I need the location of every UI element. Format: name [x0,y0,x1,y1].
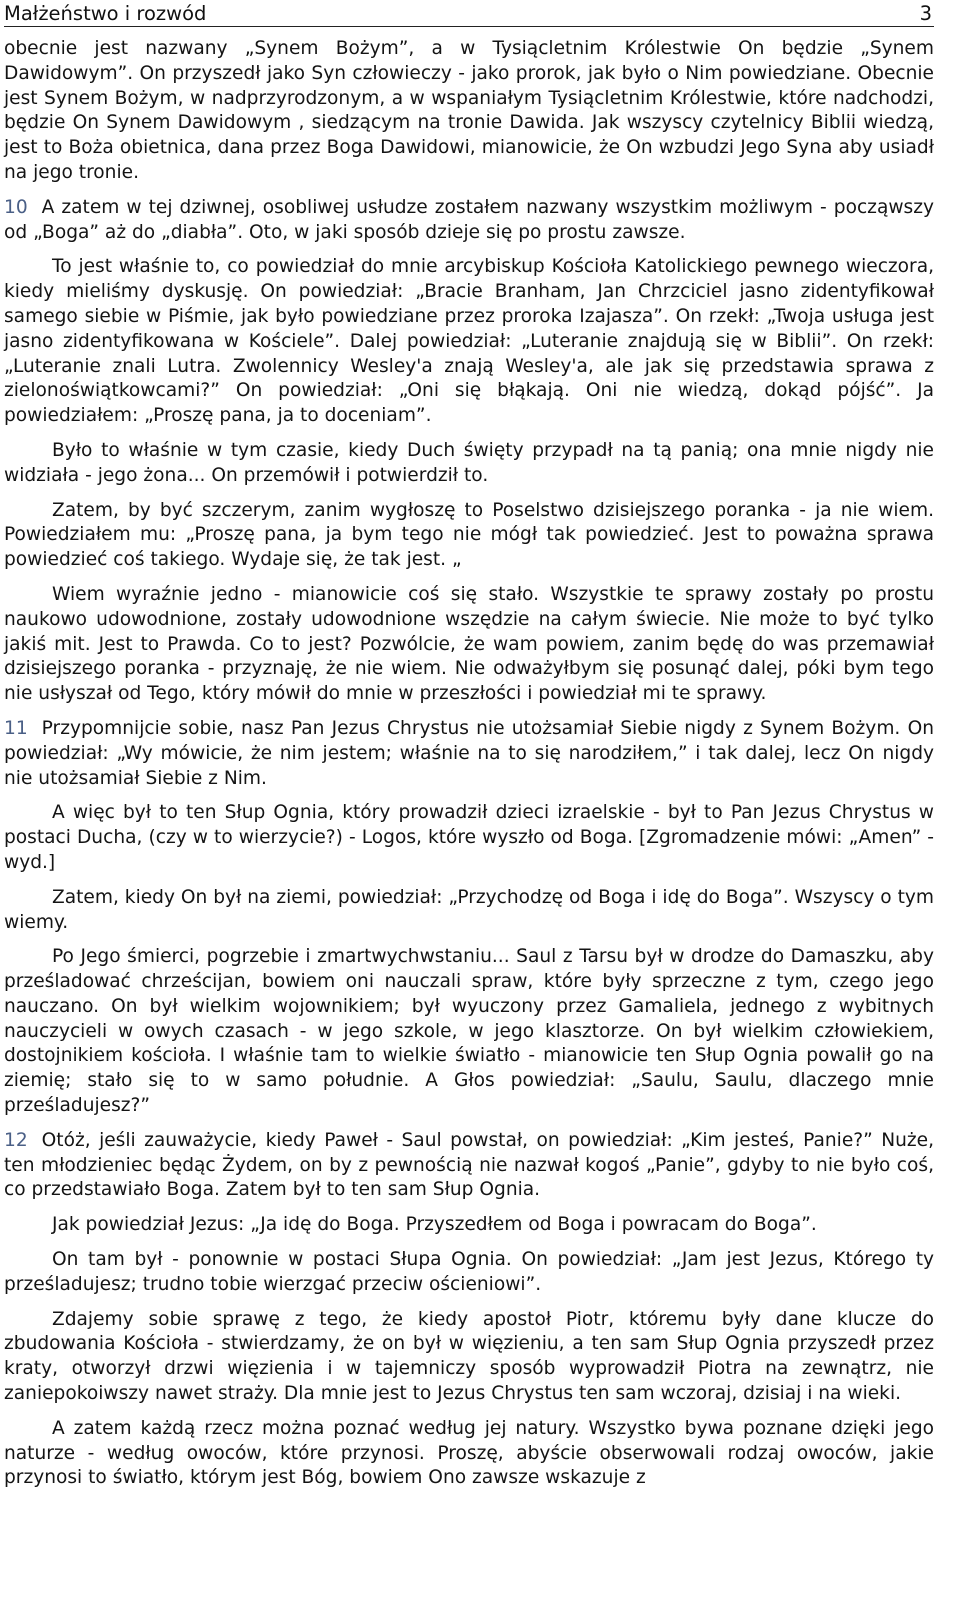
paragraph-text: To jest właśnie to, co powiedział do mnie arcybiskup Kościoła Katolickiego pewnego wieczora, kiedy mieliśmy dyskusję. On powiedział: „Bracie Branham, Jan Chrzciciel jasno zidentyfikował samego siebie w Piśmie, jak było powiedziane przez proroka Izajasza”. On rzekł: „Twoja usługa jest jasno zidentyfikowana w Kościele”. Dalej powiedział: „Luteranie znajdują się w Biblii”. On rzekł: „Luteranie znali Lutra. Zwolennicy Wesley'a znają Wesley'a, ale jak się przedstawia sprawa z zielonoświątkowcami?” On powiedział: „Oni się błąkają. Oni nie wiedzą, dokąd pójść”. Ja powiedziałem: „Proszę pana, ja to doceniam”. [4,256,934,427]
paragraph [4,583,934,707]
page-header [4,0,934,27]
paragraph-text: Było to właśnie w tym czasie, kiedy Duch święty przypadł na tą panią; ona mnie nigdy nie widziała - jego żona... On przemówił i potwierdził to. [4,439,934,486]
paragraph-number: 10 [4,196,28,218]
paragraph [4,1417,934,1491]
paragraph-text: A więc był to ten Słup Ognia, który prowadził dzieci izraelskie - był to Pan Jezus Chrystus w postaci Ducha, (czy w to wierzycie?) - Logos, które wyszło od Boga. [Zgromadzenie mówi: „Amen” - wyd.] [4,802,934,873]
paragraph-text: Otóż, jeśli zauważycie, kiedy Paweł - Saul powstał, on powiedział: „Kim jesteś, Panie?” Nuże, ten młodzieniec będąc Żydem, on by z pewnością nie nazwał kogoś „Panie”, gdyby to nie było coś, co przedstawiało Boga. Zatem był to ten sam Słup Ognia. [4,1129,934,1201]
paragraph-11 [4,717,934,791]
paragraph-10 [4,196,934,246]
paragraph-text: obecnie jest nazwany „Synem Bożym”, a w Tysiącletnim Królestwie On będzie „Synem Dawidowym”. On przyszedł jako Syn człowieczy - jako prorok, jak było o Nim powiedziane. Obecnie jest Synem Bożym, w nadprzyrodzonym, a w wspaniałym Tysiącletnim Królestwie, które nadchodzi, będzie On Synem Dawidowym , siedzącym na tronie Dawida. Jak wszyscy czytelnicy Biblii wiedzą, jest to Boża obietnica, dana przez Boga Dawidowi, mianowicie, że On wzbudzi Jego Syna aby usiadł na jego tronie. [4,38,934,183]
paragraph-text: Zatem, by być szczerym, zanim wygłoszę to Poselstwo dzisiejszego poranka - ja nie wiem. Powiedziałem mu: „Proszę pana, ja bym tego nie mógł tak powiedzieć. Jest to poważna sprawa powiedzieć coś takiego. Wydaje się, że tak jest. „ [4,499,934,571]
paragraph-text: Zatem, kiedy On był na ziemi, powiedział: „Przychodzę od Boga i idę do Boga”. Wszyscy o tym wiemy. [4,886,934,933]
paragraph-text: Przypomnijcie sobie, nasz Pan Jezus Chrystus nie utożsamiał Siebie nigdy z Synem Bożym. On powiedział: „Wy mówicie, że nim jestem; właśnie na to się narodziłem,” i tak dalej, lecz On nigdy nie utożsamiał Siebie z Nim. [4,717,934,789]
paragraph-text: A zatem w tej dziwnej, osobliwej usłudze zostałem nazwany wszystkim możliwym - począwszy od „Boga” aż do „diabła”. Oto, w jaki sposób dzieje się po prostu zawsze. [4,196,934,243]
paragraph [4,945,934,1119]
paragraph-continuation [4,37,934,186]
paragraph-text: Jak powiedział Jezus: „Ja idę do Boga. Przyszedłem od Boga i powracam do Boga”. [52,1214,817,1236]
paragraph [4,886,934,936]
paragraph-number: 11 [4,717,28,739]
paragraph [4,1213,934,1238]
page-number: 3 [919,2,932,25]
paragraph [4,255,934,429]
paragraph-number: 12 [4,1129,28,1151]
document-body [4,37,934,1491]
paragraph-text: On tam był - ponownie w postaci Słupa Ognia. On powiedział: „Jam jest Jezus, Którego ty prześladujesz; trudno tobie wierzgać przeciw ościeniowi”. [4,1249,934,1295]
paragraph [4,439,934,489]
paragraph-text: A zatem każdą rzecz można poznać według jej natury. Wszystko bywa poznane dzięki jego naturze - według owoców, które przynosi. Proszę, abyście obserwowali rodzaj owoców, jakie przynosi to światło, którym jest Bóg, bowiem Ono zawsze wskazuje z [4,1417,934,1489]
paragraph-text: Zdajemy sobie sprawę z tego, że kiedy apostoł Piotr, któremu były dane klucze do zbudowania Kościoła - stwierdzamy, że on był w więzieniu, a ten sam Słup Ognia przyszedł przez kraty, otworzył drzwi więzienia i w tajemniczy sposób wyprowadził Piotra na zewnątrz, nie zaniepokoiwszy nawet straży. Dla mnie jest to Jezus Chrystus ten sam wczoraj, dzisiaj i na wieki. [4,1308,934,1405]
paragraph [4,1248,934,1298]
paragraph [4,801,934,875]
paragraph-12 [4,1129,934,1203]
paragraph [4,1308,934,1407]
document-title: Małżeństwo i rozwód [4,2,207,25]
paragraph-text: Wiem wyraźnie jedno - mianowicie coś się stało. Wszystkie te sprawy zostały po prostu naukowo udowodnione, zostały udowodnione wszędzie na całym świecie. Nie może to być tylko jakiś mit. Jest to Prawda. Co to jest? Pozwólcie, że wam powiem, zanim będę do was przemawiał dzisiejszego poranka - przyznaję, że nie wiem. Nie odważyłbym się posunąć dalej, póki bym tego nie usłyszał od Tego, który mówił do mnie w przeszłości i powiedział mi te sprawy. [4,583,934,705]
paragraph [4,499,934,573]
paragraph-text: Po Jego śmierci, pogrzebie i zmartwychwstaniu... Saul z Tarsu był w drodze do Damaszku, aby prześladować chrześcijan, bowiem oni nauczali spraw, które były sprzeczne z tym, czego jego nauczano. On był wielkim wojownikiem; był wyuczony przez Gamaliela, jednego z wybitnych nauczycieli w owych czasach - w jego szkole, w jego klasztorze. On był wielkim człowiekiem, dostojnikiem kościoła. I właśnie tam to wielkie światło - mianowicie ten Słup Ognia powalił go na ziemię; stało się to w samo południe. A Głos powiedział: „Saulu, Saulu, dlaczego mnie prześladujesz?” [4,946,934,1117]
